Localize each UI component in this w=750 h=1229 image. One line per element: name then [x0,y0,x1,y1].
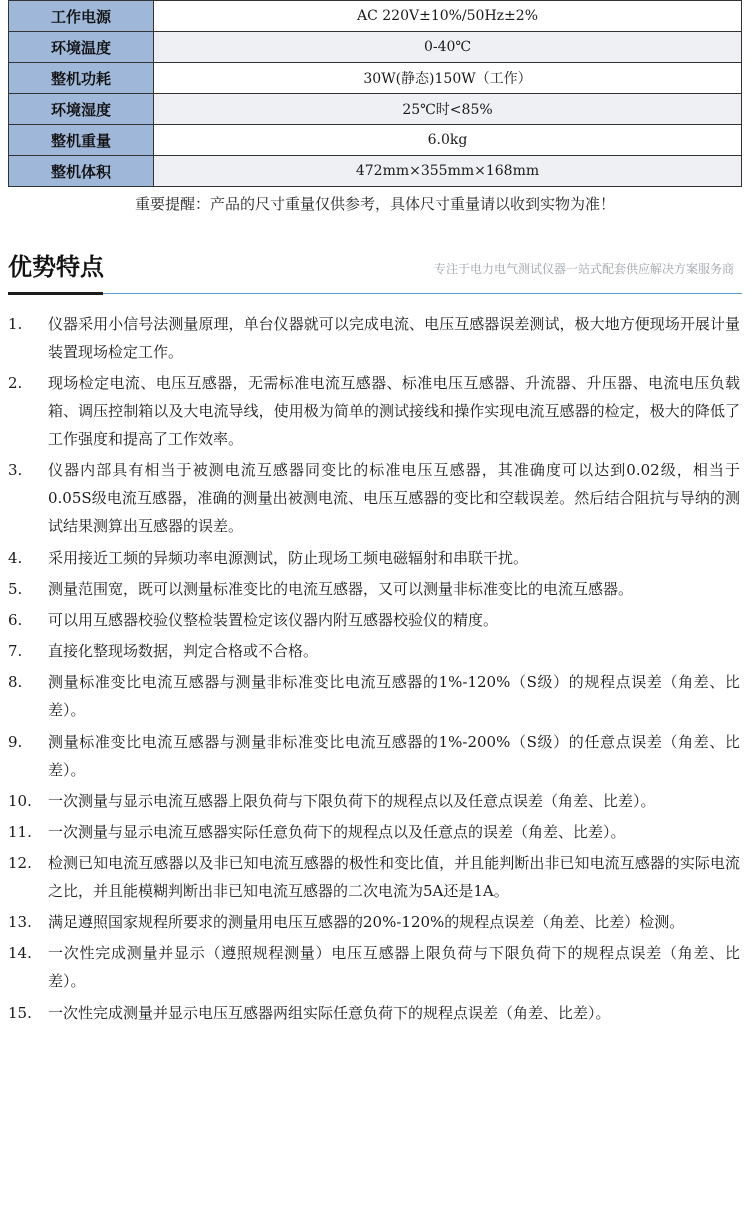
feature-text: 仪器内部具有相当于被测电流互感器同变比的标准电压互感器，其准确度可以达到0.02级，相当于0.05S级电流互感器，准确的测量出被测电流、电压互感器的变比和空载误差。然后结合阻抗与导纳的测试结果测算出互感器的误差。 [48,461,740,536]
feature-item [8,939,740,995]
spec-label: 环境湿度 [9,94,154,125]
feature-number: 3. [8,461,23,480]
spec-value: 472mm×355mm×168mm [154,156,742,187]
feature-number: 8. [8,673,23,692]
spec-row [9,94,742,125]
spec-value: 30W(静态)150W（工作） [154,63,742,94]
feature-text: 可以用互感器校验仪整检装置检定该仪器内附互感器校验仪的精度。 [48,610,499,629]
title-underline-blue [103,293,742,294]
feature-number: 10. [8,791,32,810]
feature-number: 11. [8,822,32,841]
spec-value: AC 220V±10%/50Hz±2% [154,1,742,32]
feature-text: 一次测量与显示电流互感器上限负荷与下限负荷下的规程点以及任意点误差（角差、比差）。 [48,791,656,810]
feature-item [8,637,740,665]
feature-number: 6. [8,610,23,629]
feature-number: 7. [8,642,23,661]
feature-text: 现场检定电流、电压互感器，无需标准电流互感器、标准电压互感器、升流器、升压器、电流电压负载箱、调压控制箱以及大电流导线，使用极为简单的测试接线和操作实现电流互感器的检定，极大的降低了工作强度和提高了工作效率。 [48,374,740,449]
spec-label: 整机功耗 [9,63,154,94]
spec-row [9,1,742,32]
feature-item [8,849,740,905]
feature-text: 一次性完成测量并显示电压互感器两组实际任意负荷下的规程点误差（角差、比差）。 [48,1003,611,1022]
feature-item [8,575,740,603]
feature-item [8,456,740,540]
feature-text: 测量标准变比电流互感器与测量非标准变比电流互感器的1%-200%（S级）的任意点误差（角差、比差）。 [48,732,740,779]
title-underline-dark [8,292,103,295]
feature-item [8,544,740,572]
spec-value: 0-40℃ [154,32,742,63]
feature-text: 一次性完成测量并显示（遵照规程测量）电压互感器上限负荷与下限负荷下的规程点误差（角差、比差）。 [48,944,740,991]
feature-item [8,606,740,634]
feature-item [8,787,740,815]
feature-number: 2. [8,374,23,393]
feature-text: 测量范围宽，既可以测量标准变比的电流互感器，又可以测量非标准变比的电流互感器。 [48,579,634,598]
spec-row [9,63,742,94]
spec-row [9,125,742,156]
feature-number: 15. [8,1003,32,1022]
spec-value: 25℃时<85% [154,94,742,125]
size-weight-notice: 重要提醒：产品的尺寸重量仅供参考，具体尺寸重量请以收到实物为准！ [134,195,615,213]
feature-number: 12. [8,854,32,873]
feature-item [8,908,740,936]
section-title: 优势特点 [8,253,104,281]
feature-number: 9. [8,732,23,751]
spec-table [8,0,742,187]
feature-text: 测量标准变比电流互感器与测量非标准变比电流互感器的1%-120%（S级）的规程点误差（角差、比差）。 [48,673,740,720]
spec-label: 整机重量 [9,125,154,156]
feature-item [8,310,740,366]
spec-row [9,32,742,63]
feature-item [8,728,740,784]
feature-text: 检测已知电流互感器以及非已知电流互感器的极性和变比值，并且能判断出非已知电流互感器的实际电流之比，并且能模糊判断出非已知电流互感器的二次电流为5A还是1A。 [48,854,740,901]
feature-number: 5. [8,579,23,598]
spec-label: 环境温度 [9,32,154,63]
feature-text: 直接化整现场数据，判定合格或不合格。 [48,642,319,661]
feature-list [8,310,740,1030]
feature-number: 1. [8,315,23,333]
feature-text: 满足遵照国家规程所要求的测量用电压互感器的20%-120%的规程点误差（角差、比差）检测。 [48,913,685,932]
spec-row [9,156,742,187]
feature-text: 仪器采用小信号法测量原理，单台仪器就可以完成电流、电压互感器误差测试，极大地方便现场开展计量装置现场检定工作。 [48,315,740,361]
feature-text: 一次测量与显示电流互感器实际任意负荷下的规程点以及任意点的误差（角差、比差）。 [48,822,626,841]
feature-text: 采用接近工频的异频功率电源测试，防止现场工频电磁辐射和串联干扰。 [48,548,529,567]
feature-number: 14. [8,944,32,963]
feature-number: 13. [8,913,32,932]
feature-item [8,818,740,846]
spec-value: 6.0kg [154,125,742,156]
section-slogan: 专注于电力电气测试仪器一站式配套供应解决方案服务商 [433,262,734,276]
spec-label: 工作电源 [9,1,154,32]
feature-item [8,369,740,453]
feature-item [8,999,740,1027]
feature-number: 4. [8,548,23,567]
feature-item [8,668,740,724]
spec-label: 整机体积 [9,156,154,187]
